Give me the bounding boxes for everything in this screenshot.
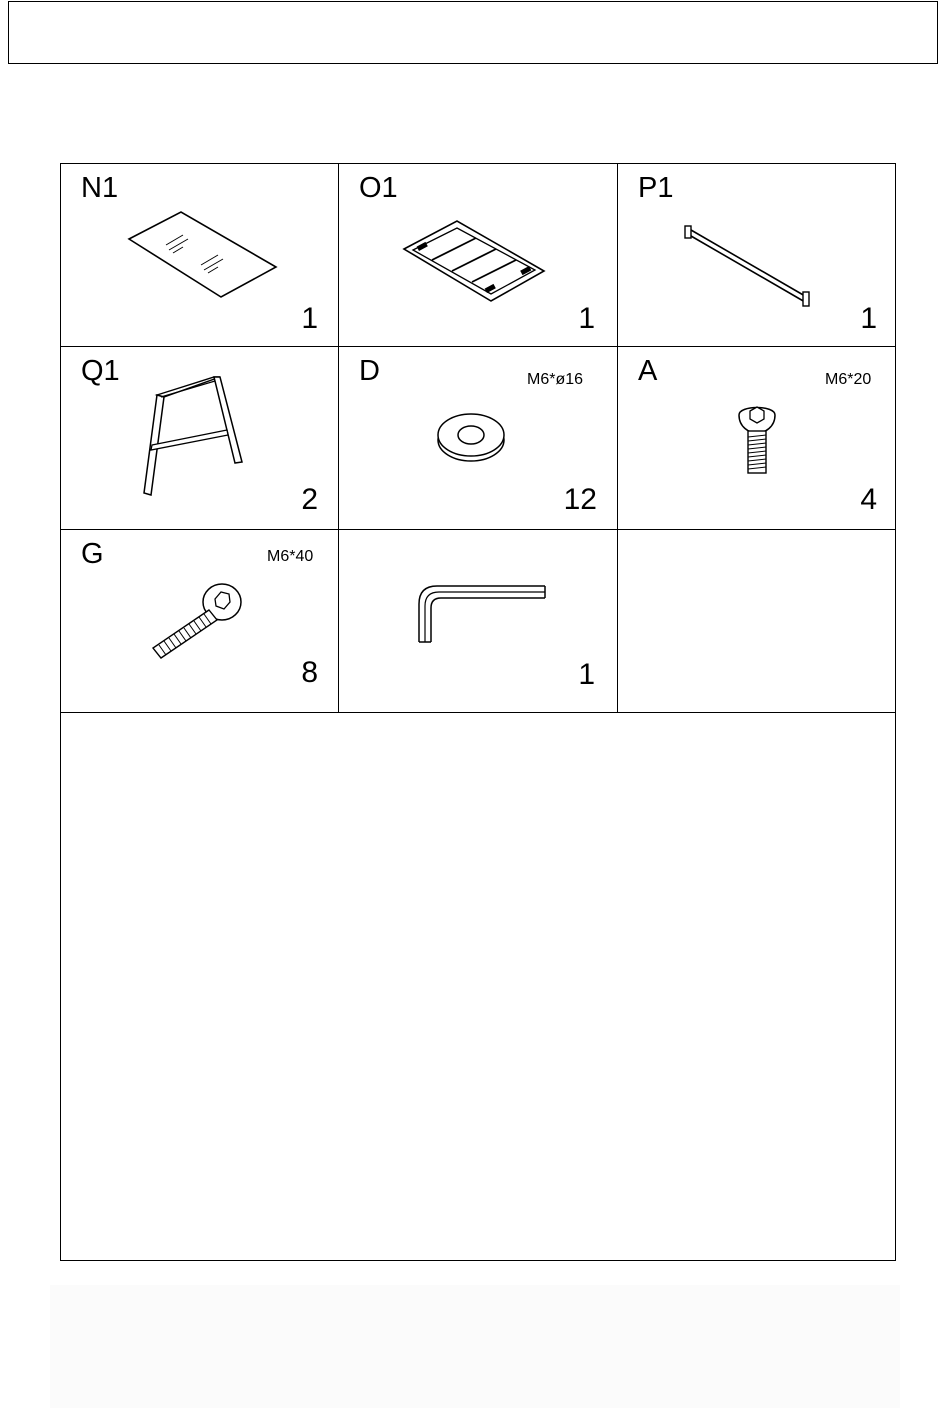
washer-icon	[435, 409, 507, 467]
leg-frame-icon	[137, 375, 247, 500]
part-spec: M6*40	[267, 548, 314, 565]
part-cell-p1	[618, 164, 895, 346]
part-quantity: 1	[301, 302, 318, 335]
long-bolt-icon	[149, 580, 249, 660]
part-quantity: 1	[860, 302, 877, 335]
part-cell-allen-key	[339, 530, 617, 712]
header-box	[8, 1, 938, 64]
part-cell-q1	[61, 347, 338, 529]
part-code: P1	[638, 172, 674, 204]
part-code: G	[81, 538, 104, 570]
part-spec: M6*ø16	[527, 371, 584, 388]
part-code: A	[638, 355, 658, 387]
part-quantity: 12	[563, 483, 597, 516]
part-cell-a	[618, 347, 895, 529]
part-cell-d	[339, 347, 617, 529]
part-cell-g	[61, 530, 338, 712]
part-quantity: 4	[860, 483, 877, 516]
part-quantity: 2	[301, 483, 318, 516]
part-cell-empty	[618, 530, 895, 712]
footer-band	[50, 1285, 900, 1408]
part-spec: M6*20	[825, 371, 872, 388]
top-frame-icon	[399, 216, 549, 306]
blank-area	[61, 713, 895, 1260]
glass-top-icon	[121, 209, 281, 304]
part-cell-o1	[339, 164, 617, 346]
crossbar-icon	[683, 222, 818, 312]
part-cell-n1	[61, 164, 338, 346]
part-quantity: 1	[578, 302, 595, 335]
bolt-icon	[735, 401, 779, 477]
part-quantity: 1	[578, 658, 595, 691]
part-code: D	[359, 355, 380, 387]
part-code: Q1	[81, 355, 120, 387]
part-quantity: 8	[301, 656, 318, 689]
parts-table	[60, 163, 896, 1261]
part-code: N1	[81, 172, 119, 204]
allen-key-icon	[415, 582, 549, 646]
part-code: O1	[359, 172, 398, 204]
